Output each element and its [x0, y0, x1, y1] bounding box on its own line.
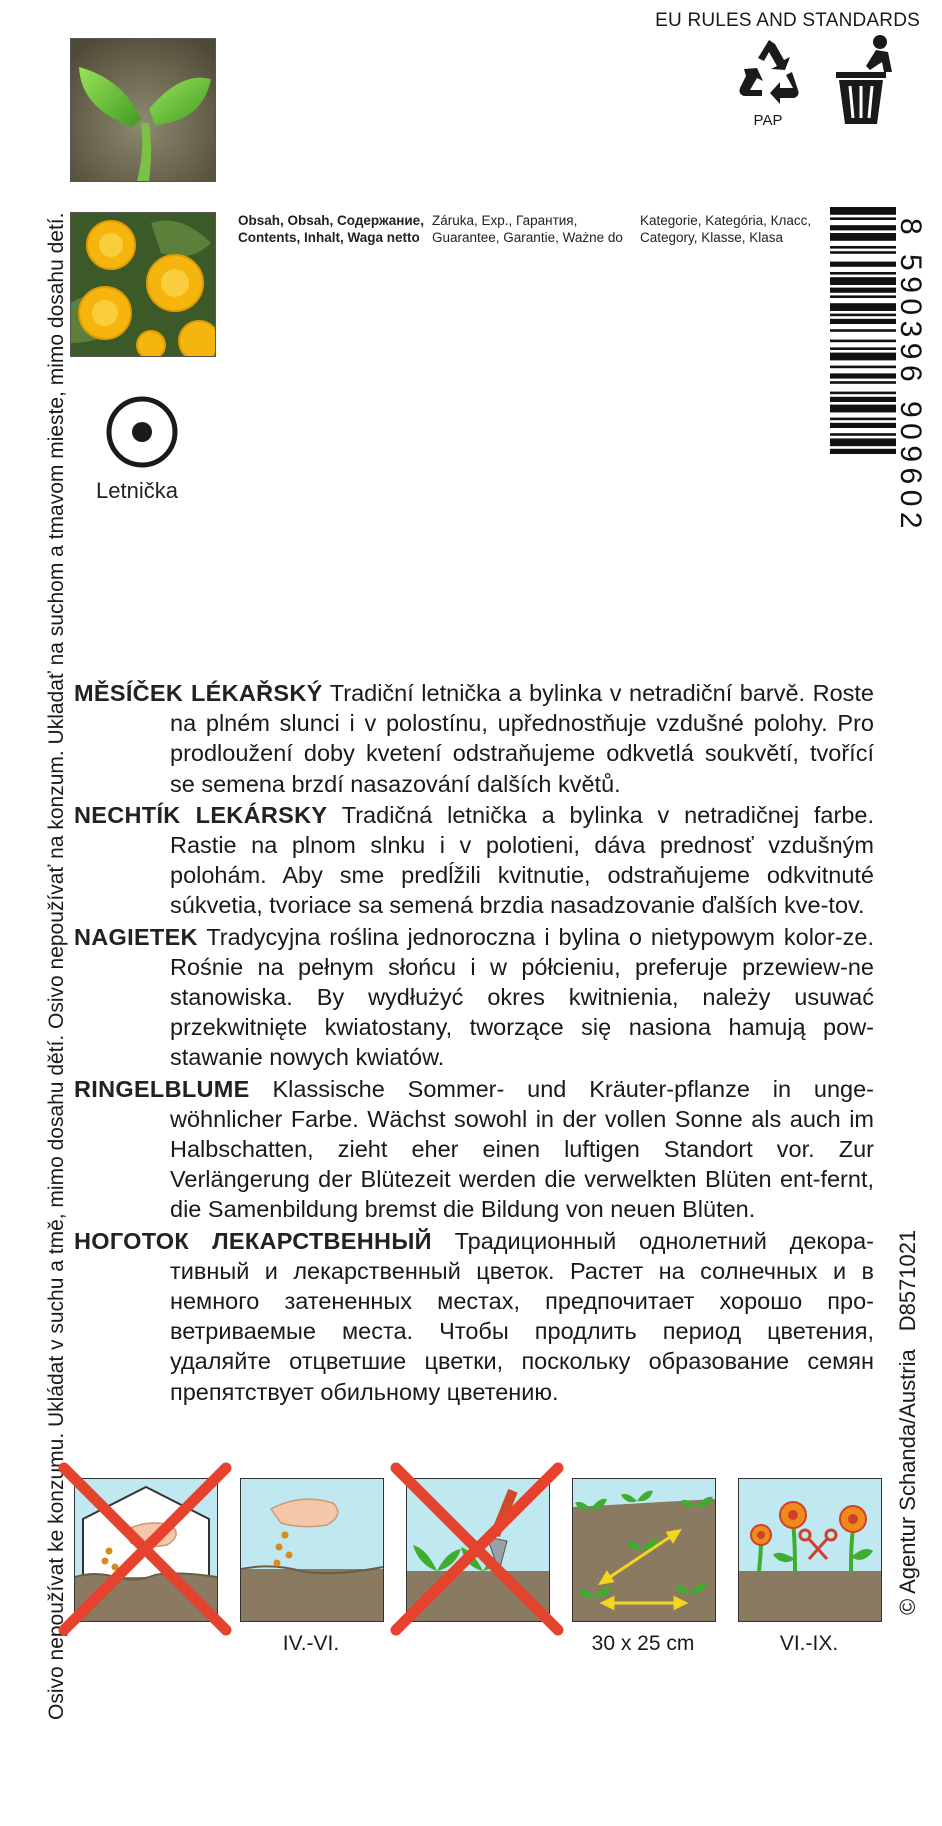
barcode-bar [830, 405, 896, 413]
barcode-bar [830, 353, 896, 361]
barcode-bar [830, 217, 896, 220]
picto-spacing [572, 1478, 716, 1622]
barcode-bar [830, 433, 896, 436]
barcode-bar [830, 449, 896, 454]
barcode-bar [830, 207, 896, 215]
barcode-bar [830, 438, 896, 446]
seedling-image [71, 39, 215, 181]
flowering-period-caption: VI.-IX. [779, 1632, 839, 1655]
barcode-bar [830, 392, 896, 395]
contents-line-2: Contents, Inhalt, Waga netto [238, 230, 420, 245]
barcode-digits: 8 590396 909602 [894, 218, 927, 535]
entry-sk [74, 800, 874, 921]
marigold-photo [70, 212, 216, 357]
category-label [640, 212, 811, 246]
entry-text: Tradycyjna roślina jednoroczna i bylina o nietypowym kolor-ze. Rośnie na pełnym słońcu i w półcieniu, preferuje przewiew-ne stanowiska. By wydłużyć okres kwitnienia, należy usuwać przekwitnięte kwiatostany, tworzące się nasiona hamują pow-stawanie nowych kwiatów. [170, 923, 874, 1071]
sowing-period-caption: IV.-VI. [282, 1632, 340, 1655]
barcode [830, 205, 896, 533]
barcode-bar [830, 381, 896, 384]
entry-heading: NECHTÍK LEKÁRSKY [74, 801, 328, 828]
barcode-bar [830, 288, 896, 293]
barcode-bar [830, 225, 896, 230]
barcode-bar [830, 329, 896, 332]
product-code: D8571021 [895, 1229, 920, 1332]
barcode-bar [830, 262, 896, 267]
description-block [74, 678, 874, 1408]
storage-instructions: Osivo nepoužívat ke konzumu. Ukládat v suchu a tmě, mimo dosahu dětí. Osivo nepoužívať na konzum. Ukladať na suchom a tmavom mieste, mimo dosahu detí. [45, 212, 68, 1720]
entry-pl [74, 922, 874, 1073]
spacing-caption: 30 x 25 cm [591, 1632, 695, 1655]
picto-flowering [738, 1478, 882, 1622]
category-line-1: Kategorie, Kategória, Класс, [640, 213, 812, 228]
entry-heading: RINGELBLUME [74, 1075, 250, 1102]
guarantee-line-1: Záruka, Exp., Гарантия, [432, 213, 578, 228]
marigold-image [71, 213, 215, 356]
eu-rules-title: EU RULES AND STANDARDS [655, 10, 920, 31]
barcode-bar [830, 277, 896, 285]
flowering-icon [739, 1479, 881, 1621]
guarantee-label [432, 212, 623, 246]
direct-sowing-icon [241, 1479, 383, 1621]
barcode-bar [830, 319, 896, 324]
copyright-line [888, 1165, 928, 1615]
trash-bin-icon [830, 32, 908, 128]
barcode-bar [830, 418, 896, 421]
entry-de [74, 1074, 874, 1225]
contents-line-1: Obsah, Obsah, Содержание, [238, 213, 424, 228]
barcode-bar [830, 303, 896, 311]
barcode-bar [830, 246, 896, 249]
barcode-bar [830, 272, 896, 275]
cross-out-icon [58, 1462, 232, 1636]
entry-text: Tradičná letnička a bylinka v netradičnej farbe. Rastie na plnom slnku i v polotieni, dáva prednosť vzdušným polohám. Aby sme predĺžili kvitnutie, odstraňujeme odkvitnuté súkvetia, tvoriace sa semená brzdia nasadzovanie ďalších kve-tov. [170, 801, 874, 919]
barcode-bar [830, 373, 896, 378]
entry-text: Klassische Sommer- und Kräuter-pflanze in unge-wöhnlicher Farbe. Wächst sowohl in der vollen Sonne als auch im Halbschatten, zieht eher einen luftigen Standort vor. Zur Verlängerung der Blütezeit werden die verwelkten Blüten ent-fernt, die Samenbildung bremst die Bildung von neuen Blüten. [170, 1075, 874, 1223]
barcode-bar [830, 340, 896, 343]
barcode-bar [830, 366, 896, 369]
barcode-bar [830, 233, 896, 241]
recycle-icon [736, 36, 802, 108]
picto-direct-sowing [240, 1478, 384, 1622]
entry-heading: NAGIETEK [74, 923, 198, 950]
pap-label: PAP [753, 112, 783, 129]
barcode-bar [830, 295, 896, 298]
entry-cz [74, 678, 874, 799]
barcode-bar [830, 251, 896, 254]
copyright-text: © Agentur Schanda/Austria [895, 1349, 920, 1615]
guarantee-line-2: Guarantee, Garantie, Ważne do [432, 230, 623, 245]
cross-out-icon [390, 1462, 564, 1636]
annual-plant-icon [104, 394, 180, 470]
barcode-bar [830, 314, 896, 317]
barcode-bar [830, 347, 896, 350]
category-line-2: Category, Klasse, Klasa [640, 230, 784, 245]
plant-spacing-icon [573, 1479, 715, 1621]
barcode-bar [830, 423, 896, 428]
entry-heading: НОГОТОК ЛЕКАРСТВЕННЫЙ [74, 1227, 432, 1254]
barcode-bar [830, 397, 896, 402]
annual-label: Letnička [96, 478, 178, 503]
entry-text: Традиционный однолетний декора-тивный и лекарственный цветок. Растет на солнечных и в немного затененных местах, предпочитает хорошо про-ветриваемые места. Чтобы продлить период цветения, удаляйте отцветшие цветки, поскольку образование семян препятствует обильному цветению. [170, 1227, 875, 1405]
entry-ru [74, 1226, 874, 1407]
entry-heading: MĚSÍČEK LÉKAŘSKÝ [74, 680, 323, 706]
seedling-photo [70, 38, 216, 182]
entry-text: Tradiční letnička a bylinka v netradiční barvě. Roste na plném slunci i v polostínu, upřednostňuje vzdušné polohy. Pro prodloužení doby kvetení odstraňujeme odkvetlá soukvětí, tvořící se semena brzdí nasazování dalších květů. [170, 680, 874, 797]
contents-label [238, 212, 424, 246]
